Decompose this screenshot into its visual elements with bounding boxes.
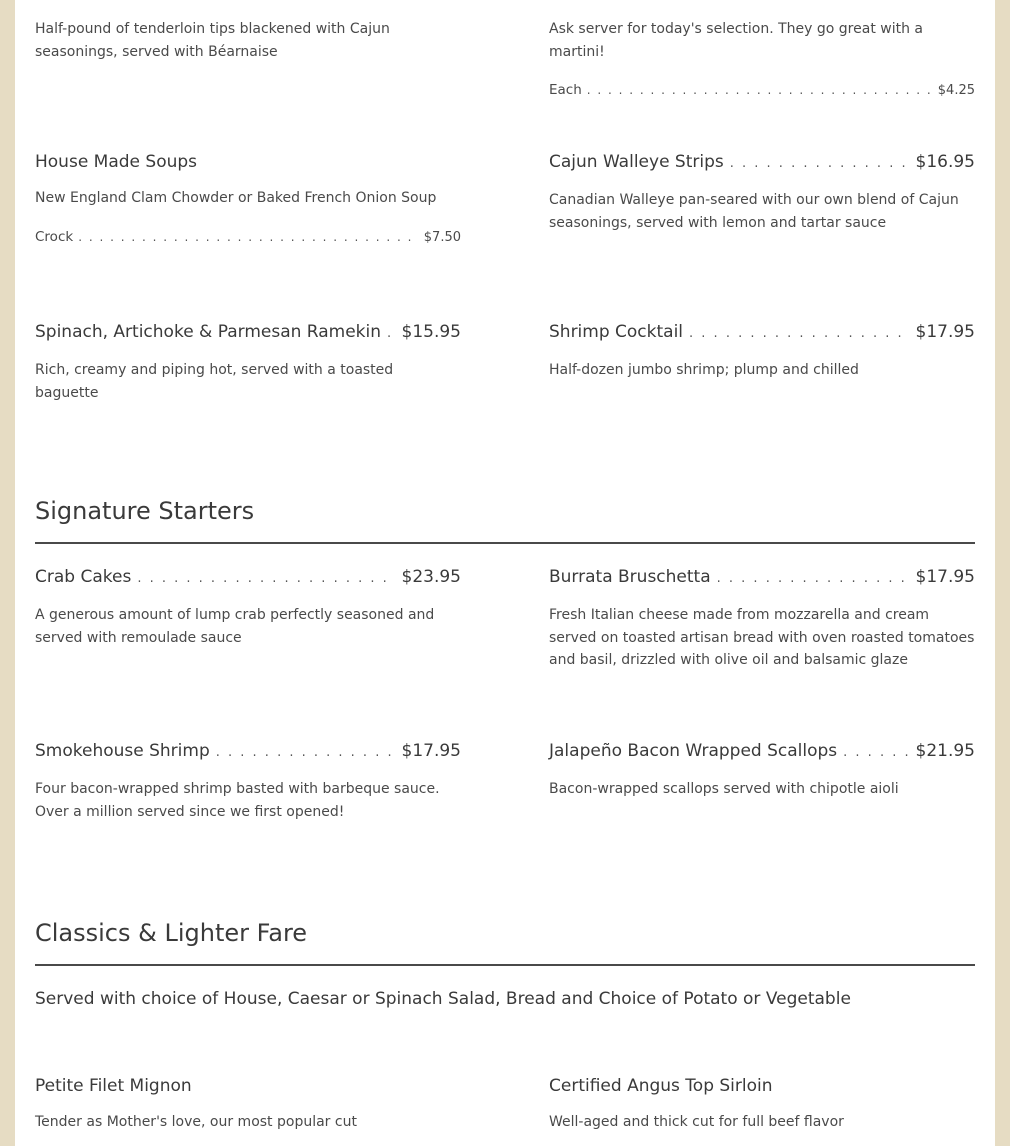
dot-leader	[717, 568, 910, 590]
item-name: Smokehouse Shrimp	[35, 741, 210, 761]
menu-item-top-left	[35, 18, 461, 63]
item-name: Certified Angus Top Sirloin	[549, 1076, 773, 1096]
size-label: Each	[549, 82, 582, 98]
dot-leader	[730, 153, 910, 175]
item-header	[549, 1075, 975, 1097]
item-price: $17.95	[915, 567, 975, 587]
item-name: Petite Filet Mignon	[35, 1076, 192, 1096]
dot-leader	[387, 323, 396, 345]
item-description: Canadian Walleye pan-seared with our own blend of Cajun seasonings, served with lemon and tartar sauce	[549, 192, 959, 231]
item-description: Rich, creamy and piping hot, served with a toasted baguette	[35, 362, 394, 401]
menu-item	[35, 566, 461, 649]
menu-item	[549, 566, 975, 672]
item-description: New England Clam Chowder or Baked French Onion Soup	[35, 190, 437, 206]
menu-item	[35, 740, 461, 823]
menu-item	[35, 321, 461, 404]
item-name: Shrimp Cocktail	[549, 322, 684, 342]
item-header	[35, 1075, 461, 1097]
item-size-row	[35, 227, 461, 248]
item-price: $15.95	[401, 322, 461, 342]
item-description: Bacon-wrapped scallops served with chipotle aioli	[549, 781, 899, 797]
dot-leader	[587, 80, 933, 100]
item-price: $23.95	[401, 567, 461, 587]
item-description: Half-dozen jumbo shrimp; plump and chilled	[549, 362, 859, 378]
menu-item-top-right	[549, 18, 975, 101]
item-header	[35, 566, 461, 590]
item-name: House Made Soups	[35, 152, 198, 172]
item-header	[549, 740, 975, 764]
section-title-classics: Classics & Lighter Fare	[35, 919, 308, 947]
dot-leader	[216, 742, 396, 764]
menu-item	[35, 151, 461, 248]
item-name: Crab Cakes	[35, 567, 132, 587]
dot-leader	[78, 227, 419, 247]
item-price: $17.95	[915, 322, 975, 342]
item-description: Tender as Mother's love, our most popular cut	[35, 1114, 357, 1130]
item-description: A generous amount of lump crab perfectly seasoned and served with remoulade sauce	[35, 607, 435, 646]
item-description: Four bacon-wrapped shrimp basted with barbeque sauce. Over a million served since we first opened!	[35, 781, 440, 820]
item-description: Half-pound of tenderloin tips blackened with Cajun seasonings, served with Béarnaise	[35, 21, 390, 60]
item-name: Spinach, Artichoke & Parmesan Ramekin	[35, 322, 382, 342]
item-price: $7.50	[423, 229, 461, 245]
section-title-signature-starters: Signature Starters	[35, 497, 255, 525]
item-price: $17.95	[401, 741, 461, 761]
item-header	[549, 151, 975, 175]
item-header	[35, 321, 461, 345]
size-label: Crock	[35, 228, 74, 245]
item-price: $4.25	[937, 83, 975, 98]
item-size-row	[549, 80, 975, 101]
item-header	[549, 321, 975, 345]
menu-item	[549, 1075, 975, 1134]
menu-panel	[15, 0, 995, 1146]
item-header	[549, 566, 975, 590]
item-price: $16.95	[915, 152, 975, 172]
item-name: Jalapeño Bacon Wrapped Scallops	[549, 741, 838, 761]
menu-item	[549, 321, 975, 382]
dot-leader	[137, 568, 395, 590]
item-description: Well-aged and thick cut for full beef flavor	[549, 1114, 844, 1130]
item-price: $21.95	[915, 741, 975, 761]
menu-item	[549, 151, 975, 234]
item-description: Fresh Italian cheese made from mozzarella and cream served on toasted artisan bread with oven roasted tomatoes and basil, drizzled with olive oil and balsamic glaze	[549, 607, 975, 668]
menu-item	[549, 740, 975, 801]
section-divider	[35, 964, 975, 966]
item-description: Ask server for today's selection. They go great with a martini!	[549, 21, 923, 60]
dot-leader	[843, 742, 909, 764]
menu-item	[35, 1075, 461, 1134]
section-divider	[35, 542, 975, 544]
item-name: Cajun Walleye Strips	[549, 152, 724, 172]
section-note: Served with choice of House, Caesar or Spinach Salad, Bread and Choice of Potato or Vegetable	[35, 989, 851, 1009]
dot-leader	[689, 323, 909, 345]
item-header	[35, 740, 461, 764]
item-name: Burrata Bruschetta	[549, 567, 711, 587]
item-header	[35, 151, 461, 173]
